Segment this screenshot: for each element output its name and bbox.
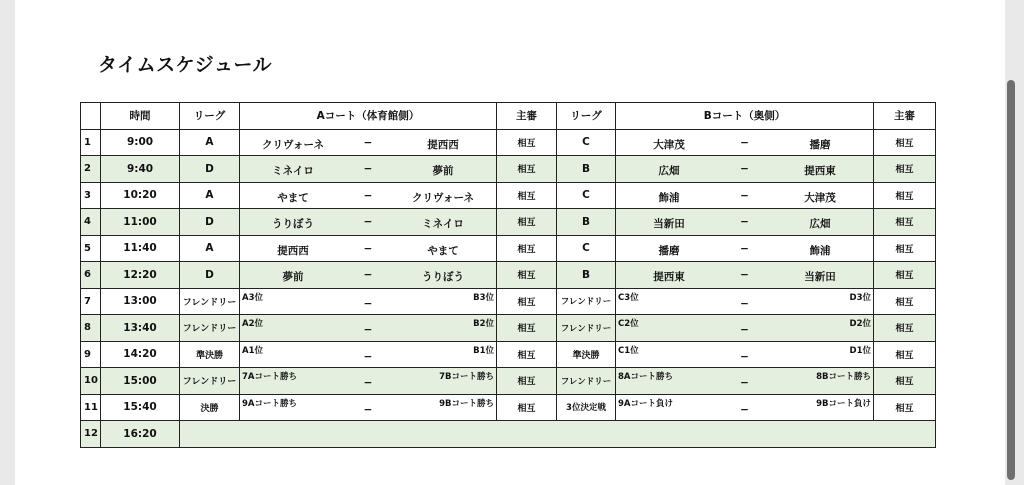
referee-a-cell: 相互 [497,288,557,315]
time-cell: 9:00 [101,129,180,156]
referee-b-cell: 相互 [874,129,936,156]
referee-a-cell: 相互 [497,262,557,289]
court-b-home-team: C1位 [618,345,639,356]
versus-dash: − [740,324,749,336]
row-number: 11 [81,394,101,421]
row-number: 4 [81,209,101,236]
versus-dash: − [740,163,749,175]
court-a-home-team: 9Aコート勝ち [242,398,297,409]
court-b-home-team: C2位 [618,319,639,329]
table-row [81,315,936,342]
table-row [81,341,936,368]
court-b-home-team: 8Aコート勝ち [618,372,673,382]
court-b-match [616,288,874,315]
court-b-match [616,262,874,289]
time-cell: 13:00 [101,288,180,315]
court-b-home-team: 9Aコート負け [618,398,673,409]
court-a-away-team: うりぼう [422,271,464,283]
header-referee-b: 主審 [874,103,936,130]
court-a-home-team: A2位 [242,319,263,329]
versus-dash: − [740,297,749,310]
court-b-match [616,235,874,262]
court-b-away-team: 広畑 [809,218,831,230]
league-a-cell: 準決勝 [180,341,240,368]
court-a-match [240,315,497,342]
versus-dash: − [363,377,373,389]
versus-dash: − [363,324,373,336]
header-referee-a: 主審 [497,103,557,130]
court-a-away-team: クリヴォーネ [411,191,475,204]
time-cell: 15:00 [101,368,180,395]
time-cell: 13:40 [101,315,180,342]
empty-cell [180,421,936,448]
versus-dash: − [363,216,373,228]
league-b-cell: フレンドリー [557,315,616,342]
versus-dash: − [740,377,749,389]
court-a-match [240,341,497,368]
court-a-away-team: 夢前 [432,165,454,177]
table-row [81,368,936,395]
league-b-cell: B [557,156,616,183]
league-a-cell: 決勝 [180,394,240,421]
court-b-home-team: 大津茂 [653,138,685,151]
court-a-away-team: ミネイロ [422,218,464,230]
header-court-a: Aコート（体育館側） [240,103,497,130]
court-a-away-team: B1位 [473,345,494,356]
league-a-cell: フレンドリー [180,368,240,395]
league-a-cell: A [180,182,240,209]
versus-dash: − [740,269,749,281]
referee-b-cell: 相互 [874,262,936,289]
table-row [81,288,936,315]
table-row [81,156,936,183]
court-b-away-team: 9Bコート負け [816,398,871,409]
row-number: 1 [81,129,101,156]
court-a-match [240,129,497,156]
court-a-home-team: 提西西 [277,244,309,257]
row-number: 5 [81,235,101,262]
time-cell: 11:40 [101,235,180,262]
court-b-away-team: D3位 [849,292,871,303]
versus-dash: − [363,403,373,416]
league-a-cell: フレンドリー [180,288,240,315]
court-a-away-team: B3位 [473,292,494,303]
page-title: タイムスケジュール [98,54,272,76]
row-number: 3 [81,182,101,209]
court-b-home-team: 当新田 [653,218,685,230]
row-number: 2 [81,156,101,183]
time-cell: 12:20 [101,262,180,289]
referee-a-cell: 相互 [497,235,557,262]
court-a-away-team: やまて [427,244,459,257]
versus-dash: − [363,242,373,255]
row-number: 12 [81,421,101,448]
court-a-match [240,209,497,236]
court-b-away-team: 当新田 [804,271,836,283]
court-a-home-team: ミネイロ [272,165,314,177]
league-b-cell: C [557,129,616,156]
court-b-home-team: 提西東 [653,271,685,283]
league-a-cell: フレンドリー [180,315,240,342]
court-b-match [616,182,874,209]
court-a-home-team: クリヴォーネ [261,138,325,151]
league-b-cell: C [557,235,616,262]
court-b-match [616,368,874,395]
referee-b-cell: 相互 [874,182,936,209]
court-a-home-team: 夢前 [282,271,304,283]
header-league-a: リーグ [180,103,240,130]
table-row [81,235,936,262]
header-league-b: リーグ [557,103,616,130]
court-a-home-team: A3位 [242,292,263,303]
header-time: 時間 [101,103,180,130]
table-row [81,129,936,156]
row-number: 8 [81,315,101,342]
court-a-match [240,288,497,315]
court-b-match [616,394,874,421]
court-b-home-team: C3位 [618,292,639,303]
court-b-away-team: D2位 [849,319,871,329]
league-b-cell: B [557,262,616,289]
court-b-match [616,341,874,368]
header-court-b: Bコート（奥側） [616,103,874,130]
court-b-away-team: 播磨 [809,138,831,151]
header-no [81,103,101,130]
versus-dash: − [363,163,373,175]
court-b-match [616,129,874,156]
court-b-home-team: 播磨 [658,244,680,257]
referee-a-cell: 相互 [497,182,557,209]
league-a-cell: A [180,129,240,156]
time-cell: 14:20 [101,341,180,368]
versus-dash: − [740,242,749,255]
time-cell: 15:40 [101,394,180,421]
court-b-home-team: 広畑 [658,165,680,177]
court-b-away-team: 大津茂 [804,191,836,204]
league-a-cell: D [180,262,240,289]
table-header-row [81,103,936,130]
versus-dash: − [363,350,373,363]
time-cell: 10:20 [101,182,180,209]
referee-a-cell: 相互 [497,209,557,236]
versus-dash: − [363,189,373,202]
court-a-away-team: 9Bコート勝ち [439,398,494,409]
court-a-match [240,262,497,289]
court-a-match [240,156,497,183]
time-cell: 11:00 [101,209,180,236]
row-number: 10 [81,368,101,395]
court-b-away-team: 飾浦 [809,244,831,257]
scrollbar[interactable] [1007,80,1015,480]
table-row [81,394,936,421]
court-b-match [616,315,874,342]
league-b-cell: フレンドリー [557,368,616,395]
court-a-away-team: 提西西 [427,138,459,151]
referee-b-cell: 相互 [874,235,936,262]
versus-dash: − [363,136,373,149]
table-row [81,209,936,236]
versus-dash: − [740,403,749,416]
referee-a-cell: 相互 [497,368,557,395]
row-number: 9 [81,341,101,368]
table-row [81,262,936,289]
time-cell: 9:40 [101,156,180,183]
referee-b-cell: 相互 [874,288,936,315]
court-a-match [240,394,497,421]
court-a-home-team: 7Aコート勝ち [242,372,297,382]
court-b-match [616,209,874,236]
table-row [81,182,936,209]
court-b-away-team: 提西東 [804,165,836,177]
referee-a-cell: 相互 [497,315,557,342]
court-a-away-team: 7Bコート勝ち [439,372,494,382]
court-b-away-team: 8Bコート勝ち [816,372,871,382]
row-number: 6 [81,262,101,289]
league-a-cell: A [180,235,240,262]
league-b-cell: 3位決定戦 [557,394,616,421]
schedule-table [80,102,936,448]
referee-a-cell: 相互 [497,129,557,156]
league-b-cell: B [557,209,616,236]
time-cell: 16:20 [101,421,180,448]
court-a-match [240,368,497,395]
versus-dash: − [363,269,373,281]
referee-b-cell: 相互 [874,368,936,395]
referee-a-cell: 相互 [497,341,557,368]
versus-dash: − [740,216,749,228]
versus-dash: − [740,189,749,202]
referee-b-cell: 相互 [874,315,936,342]
league-b-cell: C [557,182,616,209]
versus-dash: − [740,350,749,363]
court-b-home-team: 飾浦 [658,191,680,204]
referee-b-cell: 相互 [874,341,936,368]
referee-a-cell: 相互 [497,156,557,183]
court-a-match [240,235,497,262]
versus-dash: − [363,297,373,310]
table-row [81,421,936,448]
court-a-home-team: やまて [277,191,309,204]
court-b-match [616,156,874,183]
league-b-cell: 準決勝 [557,341,616,368]
court-a-home-team: A1位 [242,345,263,356]
referee-b-cell: 相互 [874,156,936,183]
referee-b-cell: 相互 [874,394,936,421]
league-a-cell: D [180,209,240,236]
row-number: 7 [81,288,101,315]
court-a-away-team: B2位 [473,319,494,329]
league-a-cell: D [180,156,240,183]
league-b-cell: フレンドリー [557,288,616,315]
court-b-away-team: D1位 [849,345,871,356]
referee-a-cell: 相互 [497,394,557,421]
court-a-home-team: うりぼう [272,218,314,230]
court-a-match [240,182,497,209]
versus-dash: − [740,136,749,149]
referee-b-cell: 相互 [874,209,936,236]
